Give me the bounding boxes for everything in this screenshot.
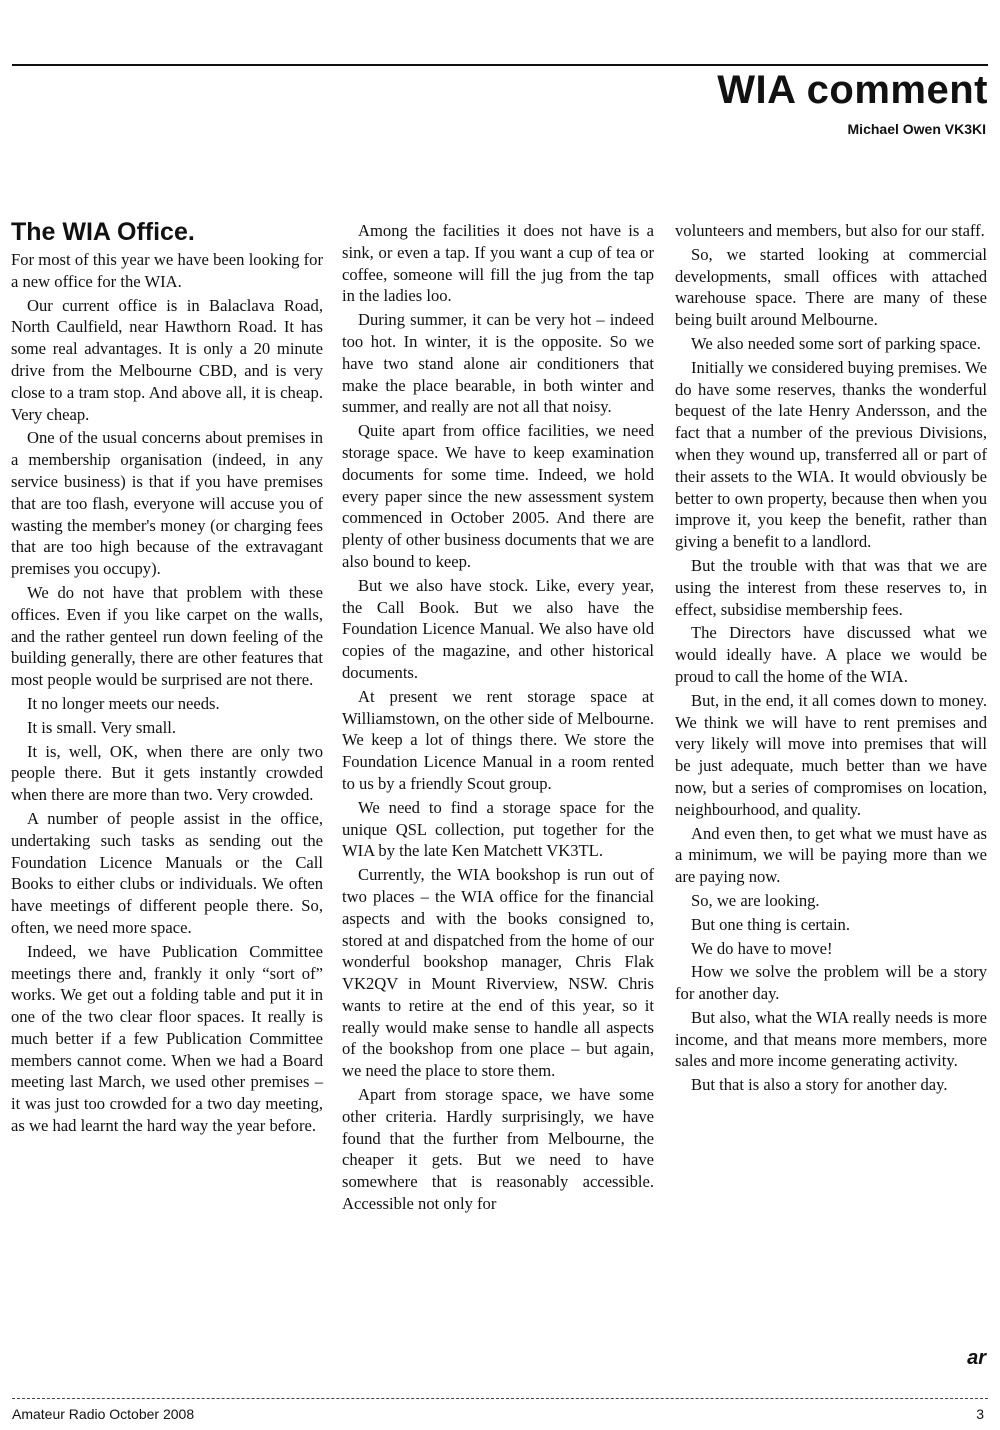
article-column-3: [675, 220, 987, 1098]
paragraph: At present we rent storage space at Williamstown, on the other side of Melbourne. We keep a lot of things there. We store the Foundation Licence Manual in a room rented to us by a friendly Scout group.: [342, 686, 654, 793]
paragraph: And even then, to get what we must have as a minimum, we will be paying more than we are paying now.: [675, 823, 987, 887]
paragraph: We need to find a storage space for the unique QSL collection, put together for the WIA by the late Ken Matchett VK3TL.: [342, 797, 654, 861]
paragraph: But we also have stock. Like, every year, the Call Book. But we also have the Foundation Licence Manual. We also have old copies of the magazine, and other historical documents.: [342, 575, 654, 682]
paragraph: volunteers and members, but also for our staff.: [675, 221, 985, 240]
author-byline: Michael Owen VK3KI: [847, 121, 986, 137]
paragraph: How we solve the problem will be a story for another day.: [675, 962, 987, 1004]
paragraph: Currently, the WIA bookshop is run out of two places – the WIA office for the financial aspects and with the books consigned to, stored at and dispatched from the home of our wonderful bookshop manager, Chris Flak VK2QV in Mount Riverview, NSW. Chris wants to retire at the end of this year, so it really would make sense to handle all aspects of the bookshop from one place – but again, we need the place to store them.: [342, 865, 654, 1081]
paragraph: For most of this year we have been looking for a new office for the WIA.: [11, 250, 323, 291]
paragraph: It is, well, OK, when there are only two people there. But it gets instantly crowded when there are more than two. Very crowded.: [11, 741, 323, 805]
footer-rule: [12, 1398, 988, 1399]
paragraph: We do have to move!: [691, 938, 833, 958]
paragraph: But, in the end, it all comes down to money. We think we will have to rent premises and very likely will move into premises that will be just adequate, much better than we have now, but a series of compromises on location, neighbourhood, and quality.: [675, 690, 987, 819]
paragraph: But the trouble with that was that we are using the interest from these reserves to, in effect, subsidise membership fees.: [675, 555, 987, 619]
paragraph: Initially we considered buying premises. We do have some reserves, thanks the wonderful bequest of the late Henry Andersson, and the fact that a number of the previous Divisions, when they wound up, transferred all or part of their assets to the WIA. It would obviously be better to own property, because then when you improve it, you keep the benefit, rather than giving a benefit to a landlord.: [675, 357, 987, 552]
paragraph: Quite apart from office facilities, we need storage space. We have to keep examination documents for some time. Indeed, we hold every paper since the new assessment system commenced in October 2005. And there are plenty of other business documents that we are also bound to keep.: [342, 421, 654, 571]
paragraph: We also needed some sort of parking space.: [691, 333, 981, 353]
paragraph: So, we are looking.: [691, 890, 820, 910]
paragraph: But one thing is certain.: [691, 914, 850, 934]
publication-footer: Amateur Radio October 2008: [12, 1406, 195, 1422]
article-end-mark: ar: [967, 1347, 986, 1369]
paragraph: Indeed, we have Publication Committee meetings there and, frankly it only “sort of” works. We get out a folding table and put it in one of the two clear floor spaces. It really is much better if a few Publication Committee members cannot come. When we had a Board meeting last March, we used other premises – it was just too crowded for a two day meeting, as we had learnt the hard way the year before.: [11, 941, 323, 1136]
paragraph: But also, what the WIA really needs is more income, and that means more members, more sales and more income generating activity.: [675, 1007, 987, 1071]
paragraph: The Directors have discussed what we would ideally have. A place we would be proud to call the home of the WIA.: [675, 623, 987, 686]
section-title: WIA comment: [717, 68, 988, 112]
article-column-1: [11, 217, 323, 1139]
paragraph: Apart from storage space, we have some other criteria. Hardly surprisingly, we have found that the further from Melbourne, the cheaper it gets. But we need to have somewhere that is reasonably accessible. Accessible not only for: [342, 1085, 654, 1214]
paragraph: It no longer meets our needs.: [27, 693, 220, 713]
article-column-2: [342, 220, 654, 1217]
paragraph: Among the facilities it does not have is a sink, or even a tap. If you want a cup of tea or coffee, someone will fill the jug from the tap in the ladies loo.: [342, 221, 654, 306]
paragraph: It is small. Very small.: [27, 717, 177, 737]
paragraph: One of the usual concerns about premises in a membership organisation (indeed, in any service business) is that if you have premises that are too flash, everyone will accuse you of wasting the member's money (or charging fees that are too high because of the extravagant premises you occupy).: [11, 428, 323, 579]
paragraph: So, we started looking at commercial developments, small offices with attached warehouse space. There are many of these being built around Melbourne.: [675, 244, 987, 330]
paragraph: A number of people assist in the office, undertaking such tasks as sending out the Foundation Licence Manuals or the Call Books to either clubs or individuals. We often have meetings of different people there. So, often, we need more space.: [11, 808, 323, 937]
article-title: The WIA Office.: [11, 218, 195, 246]
paragraph: But that is also a story for another day.: [691, 1075, 948, 1095]
paragraph: We do not have that problem with these offices. Even if you like carpet on the walls, and the rather genteel run down feeling of the building generally, there are other features that most people would be surprised are not there.: [11, 582, 323, 690]
paragraph: Our current office is in Balaclava Road, North Caulfield, near Hawthorn Road. It has some real advantages. It is only a 20 minute drive from the Melbourne CBD, and is very close to a tram stop. And above all, it is cheap. Very cheap.: [11, 295, 323, 424]
paragraph: During summer, it can be very hot – indeed too hot. In winter, it is the opposite. So we have two stand alone air conditioners that make the place bearable, in both winter and summer, and really are not all that noisy.: [342, 310, 654, 417]
page-number: 3: [976, 1406, 984, 1422]
